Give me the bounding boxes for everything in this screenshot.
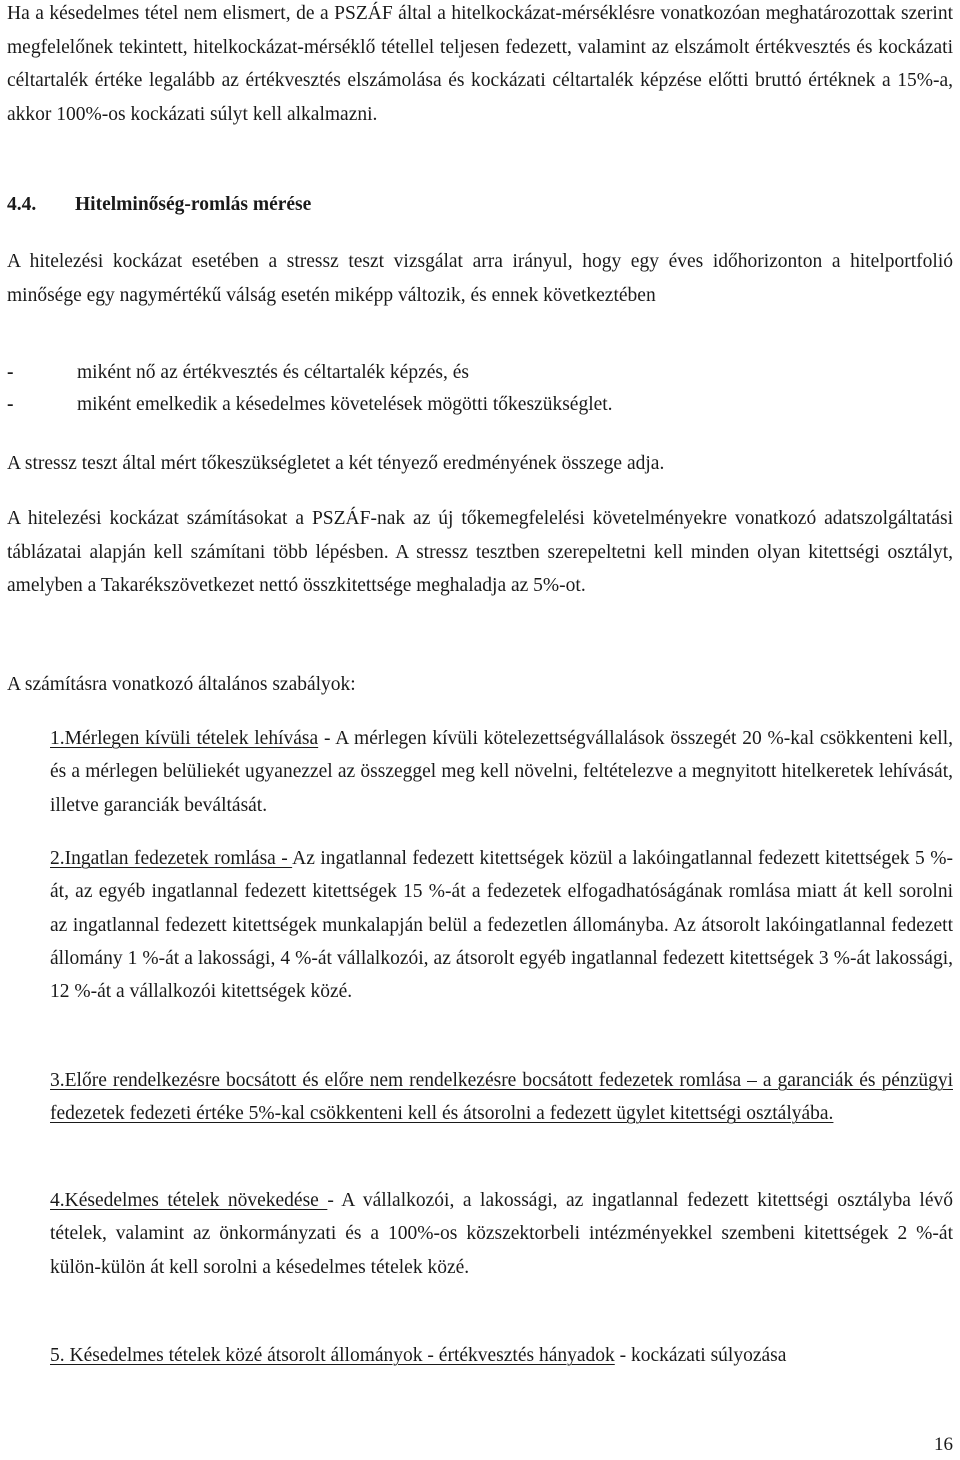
rule-text: - A vállalkozói, a lakossági, az ingatlannal fedezett kitettségi osztályba lévő tételek, valamint az önkormányzati és a 100%-os közszektorbeli intézményekkel szembeni kitettségek 2 %-át külön-külön át kell sorolni a késedelmes tételek közé. (50, 1190, 953, 1278)
rule-text: Az ingatlannal fedezett kitettségek közül a lakóingatlannal fedezett kitettségek 5 %-át, az egyéb ingatlannal fedezett kitettségek 15 %-át a fedezetek elfogadhatóságának romlása miatt át kell sorolni az ingatlannal fedezett kitettségek munkalapján belül a fedezetlen állományba. Az átsorolt lakóingatlannal fedezett állomány 1 %-át a lakossági, 4 %-át vállalkozói, az átsorolt egyéb ingatlannal fedezett kitettségek 3 %-át lakossági, 12 %-át a vállalkozói kitettségek közé. (50, 848, 953, 1003)
rule-title: 2.Ingatlan fedezetek romlása - (50, 848, 293, 869)
rules-heading: A számításra vonatkozó általános szabályok: (7, 674, 356, 695)
rule-item-1 (50, 722, 953, 822)
rule-item-3 (50, 1064, 953, 1131)
page-number: 16 (934, 1434, 953, 1455)
bullet-item (7, 389, 907, 421)
pszaf-paragraph: A hitelezési kockázat számításokat a PSZÁF-nak az új tőkemegfelelési követelményekre vonatkozó adatszolgáltatási táblázatai alapján kell számítani több lépésben. A stressz tesztben szerepeltetni kell minden olyan kitettségi osztályt, amelyben a Takarékszövetkezet nettó összkitettsége meghaladja az 5%-ot. (7, 508, 953, 596)
section-title: Hitelminőség-romlás mérése (75, 194, 312, 215)
rule-title: 5. Késedelmes tételek közé átsorolt állományok - értékvesztés hányadok (50, 1345, 615, 1366)
capital-sum-paragraph: A stressz teszt által mért tőkeszükségletet a két tényező eredményének összege adja. (7, 453, 665, 474)
bullet-item (7, 357, 907, 389)
rule-text: - kockázati súlyozása (614, 1345, 787, 1366)
rule-title: 4.Késedelmes tételek növekedése (50, 1190, 328, 1211)
section-number: 4.4. (7, 194, 37, 215)
rule-item-4 (50, 1184, 953, 1284)
rule-title: 1.Mérlegen kívüli tételek lehívása (50, 728, 319, 749)
bullet-text: miként nő az értékvesztés és céltartalék képzés, és (77, 362, 469, 383)
section-heading (7, 188, 311, 221)
rule-item-2 (50, 842, 953, 1008)
rule-item-5 (50, 1339, 953, 1372)
stress-test-paragraph: A hitelezési kockázat esetében a stressz teszt vizsgálat arra irányul, hogy egy éves időhorizonton a hitelportfolió minősége egy nagymértékű válság esetén miképp változik, és ennek következtében (7, 251, 953, 306)
intro-paragraph: Ha a késedelmes tétel nem elismert, de a PSZÁF által a hitelkockázat-mérséklésre vonatkozóan meghatározottak szerint megfelelőnek tekintett, hitelkockázat-mérséklő tétellel teljesen fedezett, valamint az elszámolt értékvesztés és kockázati céltartalék értéke legalább az értékvesztés elszámolása és kockázati céltartalék képzése előtti bruttó értéknek a 15%-a, akkor 100%-os kockázati súlyt kell alkalmazni. (7, 3, 953, 125)
bullet-dash: - (7, 394, 14, 415)
bullet-dash: - (7, 362, 14, 383)
rule-title: 3.Előre rendelkezésre bocsátott és előre nem rendelkezésre bocsátott fedezetek romlása – a garanciák és pénzügyi fedezetek fedezeti értéke 5%-kal csökkenteni kell és átsorolni a fedezett ügylet kitettségi osztályába. (50, 1070, 953, 1125)
rule-text: - A mérlegen kívüli kötelezettségvállalások összegét 20 %-kal csökkenteni kell, és a mérlegen belüliekét ugyanezzel az összeggel meg kell növelni, feltételezve a megnyitott hitelkeretek lehívását, illetve garanciák beváltását. (50, 728, 953, 816)
bullet-text: miként emelkedik a késedelmes követelések mögötti tőkeszükséglet. (77, 394, 613, 415)
